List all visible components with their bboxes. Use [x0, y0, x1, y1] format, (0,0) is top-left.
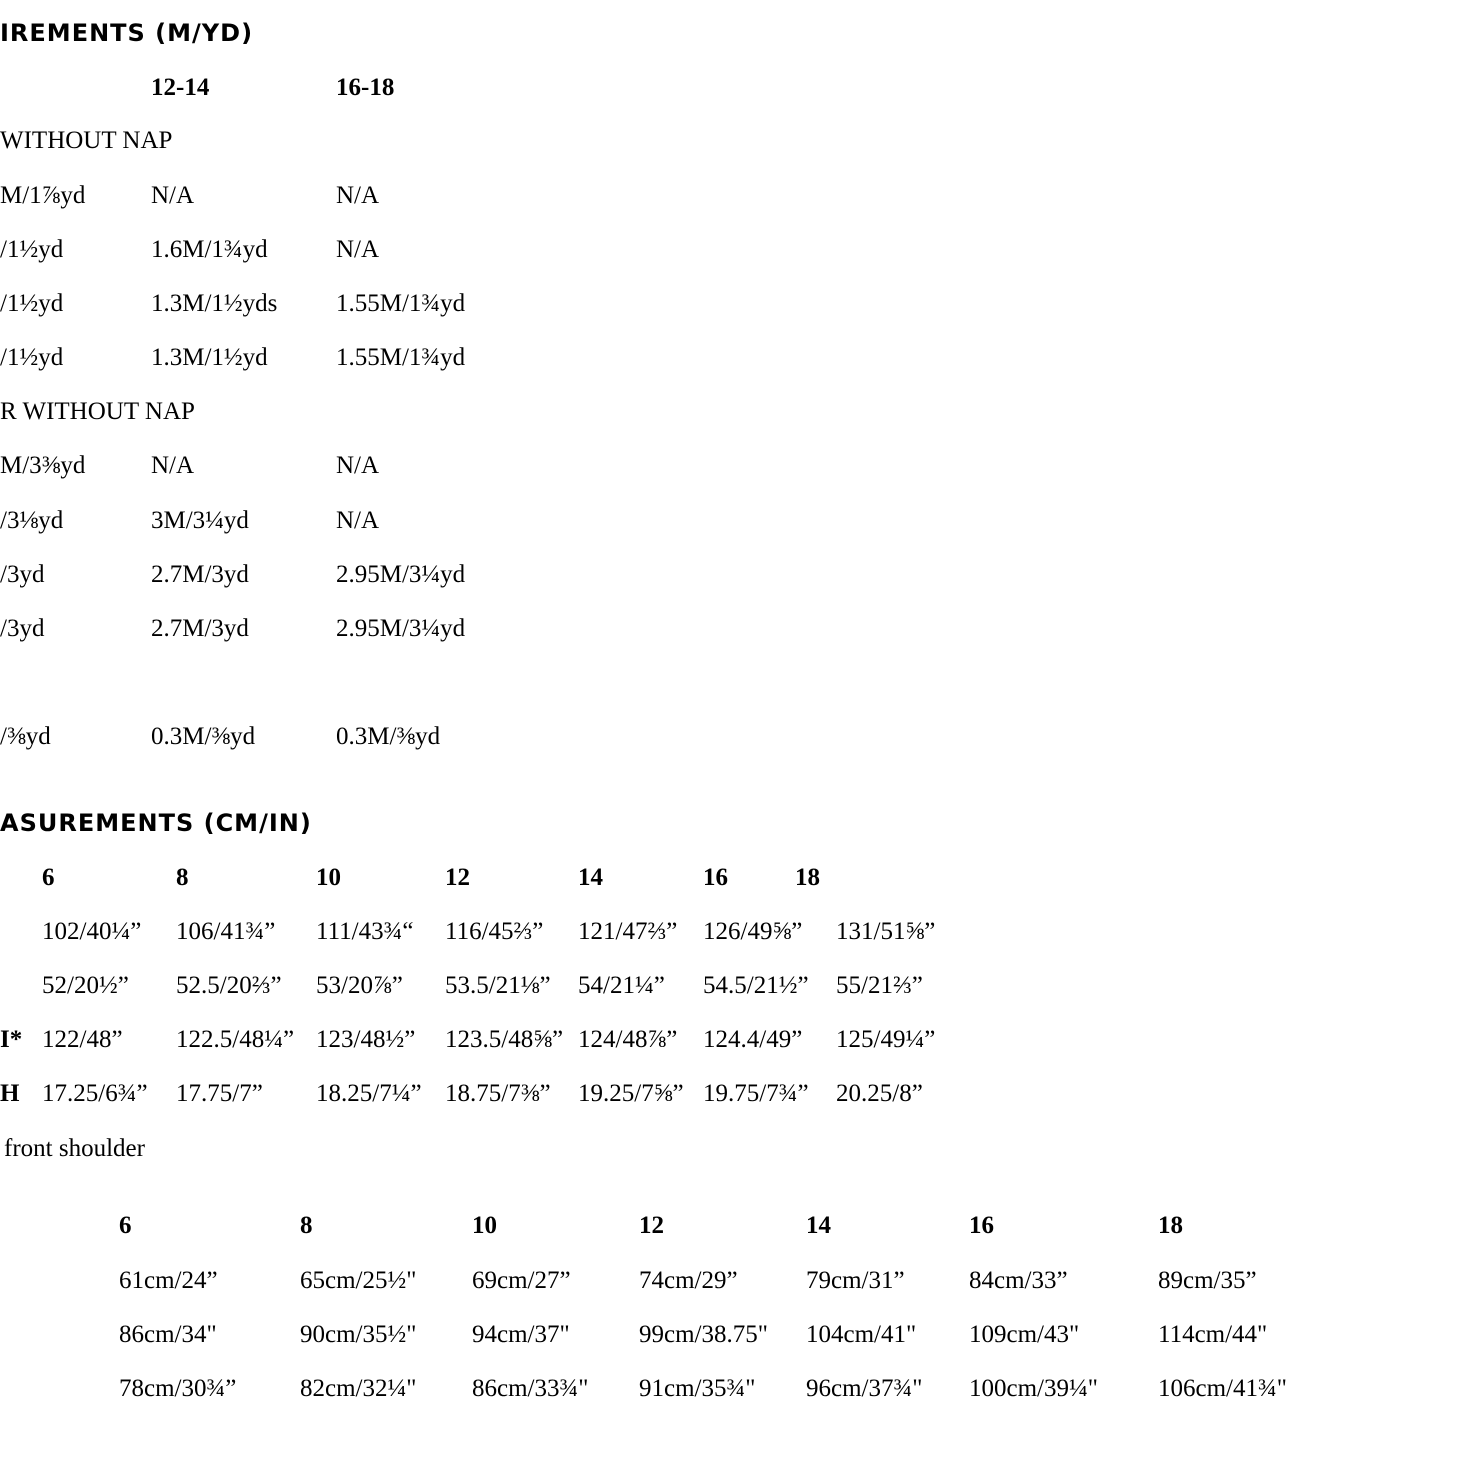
body-cell: 78cm/30¾” — [119, 1375, 237, 1402]
fabric-cell: 0.3M/⅜yd — [336, 723, 441, 750]
fabric-section-label: R WITHOUT NAP — [0, 398, 195, 425]
garment-cell: 55/21⅔” — [836, 972, 923, 999]
garment-cell: 20.25/8” — [836, 1080, 923, 1107]
body-cell: 100cm/39¼" — [969, 1375, 1098, 1402]
body-size-header: 18 — [1158, 1212, 1183, 1239]
garment-size-header: 10 — [316, 864, 341, 891]
body-cell: 69cm/27” — [472, 1267, 571, 1294]
fabric-cell: 3M/3¼yd — [151, 507, 249, 534]
garment-row-label: H — [0, 1080, 20, 1107]
fabric-section-label: WITHOUT NAP — [0, 127, 173, 154]
fabric-cell: 2.95M/3¼yd — [336, 615, 466, 642]
body-size-header: 16 — [969, 1212, 994, 1239]
garment-cell: 54.5/21½” — [703, 972, 809, 999]
garment-cell: 17.25/6¾” — [42, 1080, 148, 1107]
body-cell: 96cm/37¾" — [806, 1375, 923, 1402]
garment-cell: 123/48½” — [316, 1026, 416, 1053]
body-cell: 82cm/32¼" — [300, 1375, 417, 1402]
fabric-cell: 2.7M/3yd — [151, 561, 249, 588]
fabric-cell: N/A — [151, 182, 195, 209]
fabric-cell: 1.6M/1¾yd — [151, 236, 268, 263]
garment-cell: 131/51⅝” — [836, 918, 936, 945]
garment-cell: 19.75/7¾” — [703, 1080, 809, 1107]
body-cell: 106cm/41¾" — [1158, 1375, 1287, 1402]
garment-cell: 106/41¾” — [176, 918, 276, 945]
body-cell: 79cm/31” — [806, 1267, 905, 1294]
body-size-header: 6 — [119, 1212, 132, 1239]
garment-cell: 102/40¼” — [42, 918, 142, 945]
garment-size-header: 18 — [795, 864, 820, 891]
garment-cell: 126/49⅝” — [703, 918, 803, 945]
body-cell: 86cm/34" — [119, 1321, 217, 1348]
fabric-cell: M/1⅞yd — [0, 182, 86, 209]
garment-size-header: 12 — [445, 864, 470, 891]
garment-footnote: front shoulder — [4, 1135, 145, 1162]
garment-size-header: 14 — [578, 864, 603, 891]
body-cell: 84cm/33” — [969, 1267, 1068, 1294]
fabric-cell: 1.3M/1½yds — [151, 290, 278, 317]
garment-cell: 123.5/48⅝” — [445, 1026, 564, 1053]
garment-size-header: 8 — [176, 864, 189, 891]
garment-cell: 53/20⅞” — [316, 972, 403, 999]
fabric-requirements-heading: IREMENTS (M/YD) — [0, 19, 254, 47]
body-cell: 65cm/25½" — [300, 1267, 417, 1294]
garment-cell: 18.75/7⅜” — [445, 1080, 551, 1107]
fabric-cell: N/A — [336, 182, 380, 209]
fabric-cell: N/A — [151, 452, 195, 479]
fabric-cell: 1.3M/1½yd — [151, 344, 268, 371]
body-size-header: 8 — [300, 1212, 313, 1239]
body-cell: 114cm/44" — [1158, 1321, 1268, 1348]
garment-cell: 122.5/48¼” — [176, 1026, 295, 1053]
fabric-size-header: 12-14 — [151, 74, 210, 101]
body-cell: 99cm/38.75" — [639, 1321, 768, 1348]
garment-cell: 111/43¾“ — [316, 918, 414, 945]
body-cell: 90cm/35½" — [300, 1321, 417, 1348]
garment-measurements-heading: ASUREMENTS (CM/IN) — [0, 809, 312, 837]
garment-cell: 53.5/21⅛” — [445, 972, 551, 999]
garment-cell: 122/48” — [42, 1026, 123, 1053]
fabric-cell: 1.55M/1¾yd — [336, 290, 466, 317]
body-cell: 91cm/35¾" — [639, 1375, 756, 1402]
body-size-header: 10 — [472, 1212, 497, 1239]
fabric-cell: /3yd — [0, 561, 45, 588]
fabric-cell: M/3⅜yd — [0, 452, 86, 479]
garment-cell: 121/47⅔” — [578, 918, 678, 945]
body-cell: 89cm/35” — [1158, 1267, 1257, 1294]
fabric-cell: N/A — [336, 236, 380, 263]
garment-cell: 52/20½” — [42, 972, 129, 999]
body-size-header: 12 — [639, 1212, 664, 1239]
fabric-cell: N/A — [336, 507, 380, 534]
garment-row-label: I* — [0, 1026, 23, 1053]
fabric-cell: 2.95M/3¼yd — [336, 561, 466, 588]
fabric-cell: /3yd — [0, 615, 45, 642]
garment-cell: 52.5/20⅔” — [176, 972, 282, 999]
fabric-cell: /1½yd — [0, 236, 64, 263]
body-cell: 61cm/24” — [119, 1267, 218, 1294]
garment-cell: 124/48⅞” — [578, 1026, 678, 1053]
fabric-size-header: 16-18 — [336, 74, 395, 101]
fabric-cell: 1.55M/1¾yd — [336, 344, 466, 371]
body-size-header: 14 — [806, 1212, 831, 1239]
body-cell: 104cm/41" — [806, 1321, 917, 1348]
body-cell: 74cm/29” — [639, 1267, 738, 1294]
body-cell: 109cm/43" — [969, 1321, 1080, 1348]
garment-size-header: 16 — [703, 864, 728, 891]
fabric-cell: 2.7M/3yd — [151, 615, 249, 642]
body-cell: 94cm/37" — [472, 1321, 570, 1348]
garment-cell: 54/21¼” — [578, 972, 665, 999]
garment-cell: 124.4/49” — [703, 1026, 803, 1053]
garment-cell: 18.25/7¼” — [316, 1080, 422, 1107]
garment-cell: 17.75/7” — [176, 1080, 263, 1107]
garment-cell: 116/45⅔” — [445, 918, 544, 945]
garment-size-header: 6 — [42, 864, 55, 891]
fabric-cell: /1½yd — [0, 290, 64, 317]
garment-cell: 125/49¼” — [836, 1026, 936, 1053]
fabric-cell: /3⅛yd — [0, 507, 64, 534]
fabric-cell: N/A — [336, 452, 380, 479]
garment-cell: 19.25/7⅝” — [578, 1080, 684, 1107]
fabric-cell: /1½yd — [0, 344, 64, 371]
fabric-cell: /⅜yd — [0, 723, 51, 750]
body-cell: 86cm/33¾" — [472, 1375, 589, 1402]
fabric-cell: 0.3M/⅜yd — [151, 723, 256, 750]
